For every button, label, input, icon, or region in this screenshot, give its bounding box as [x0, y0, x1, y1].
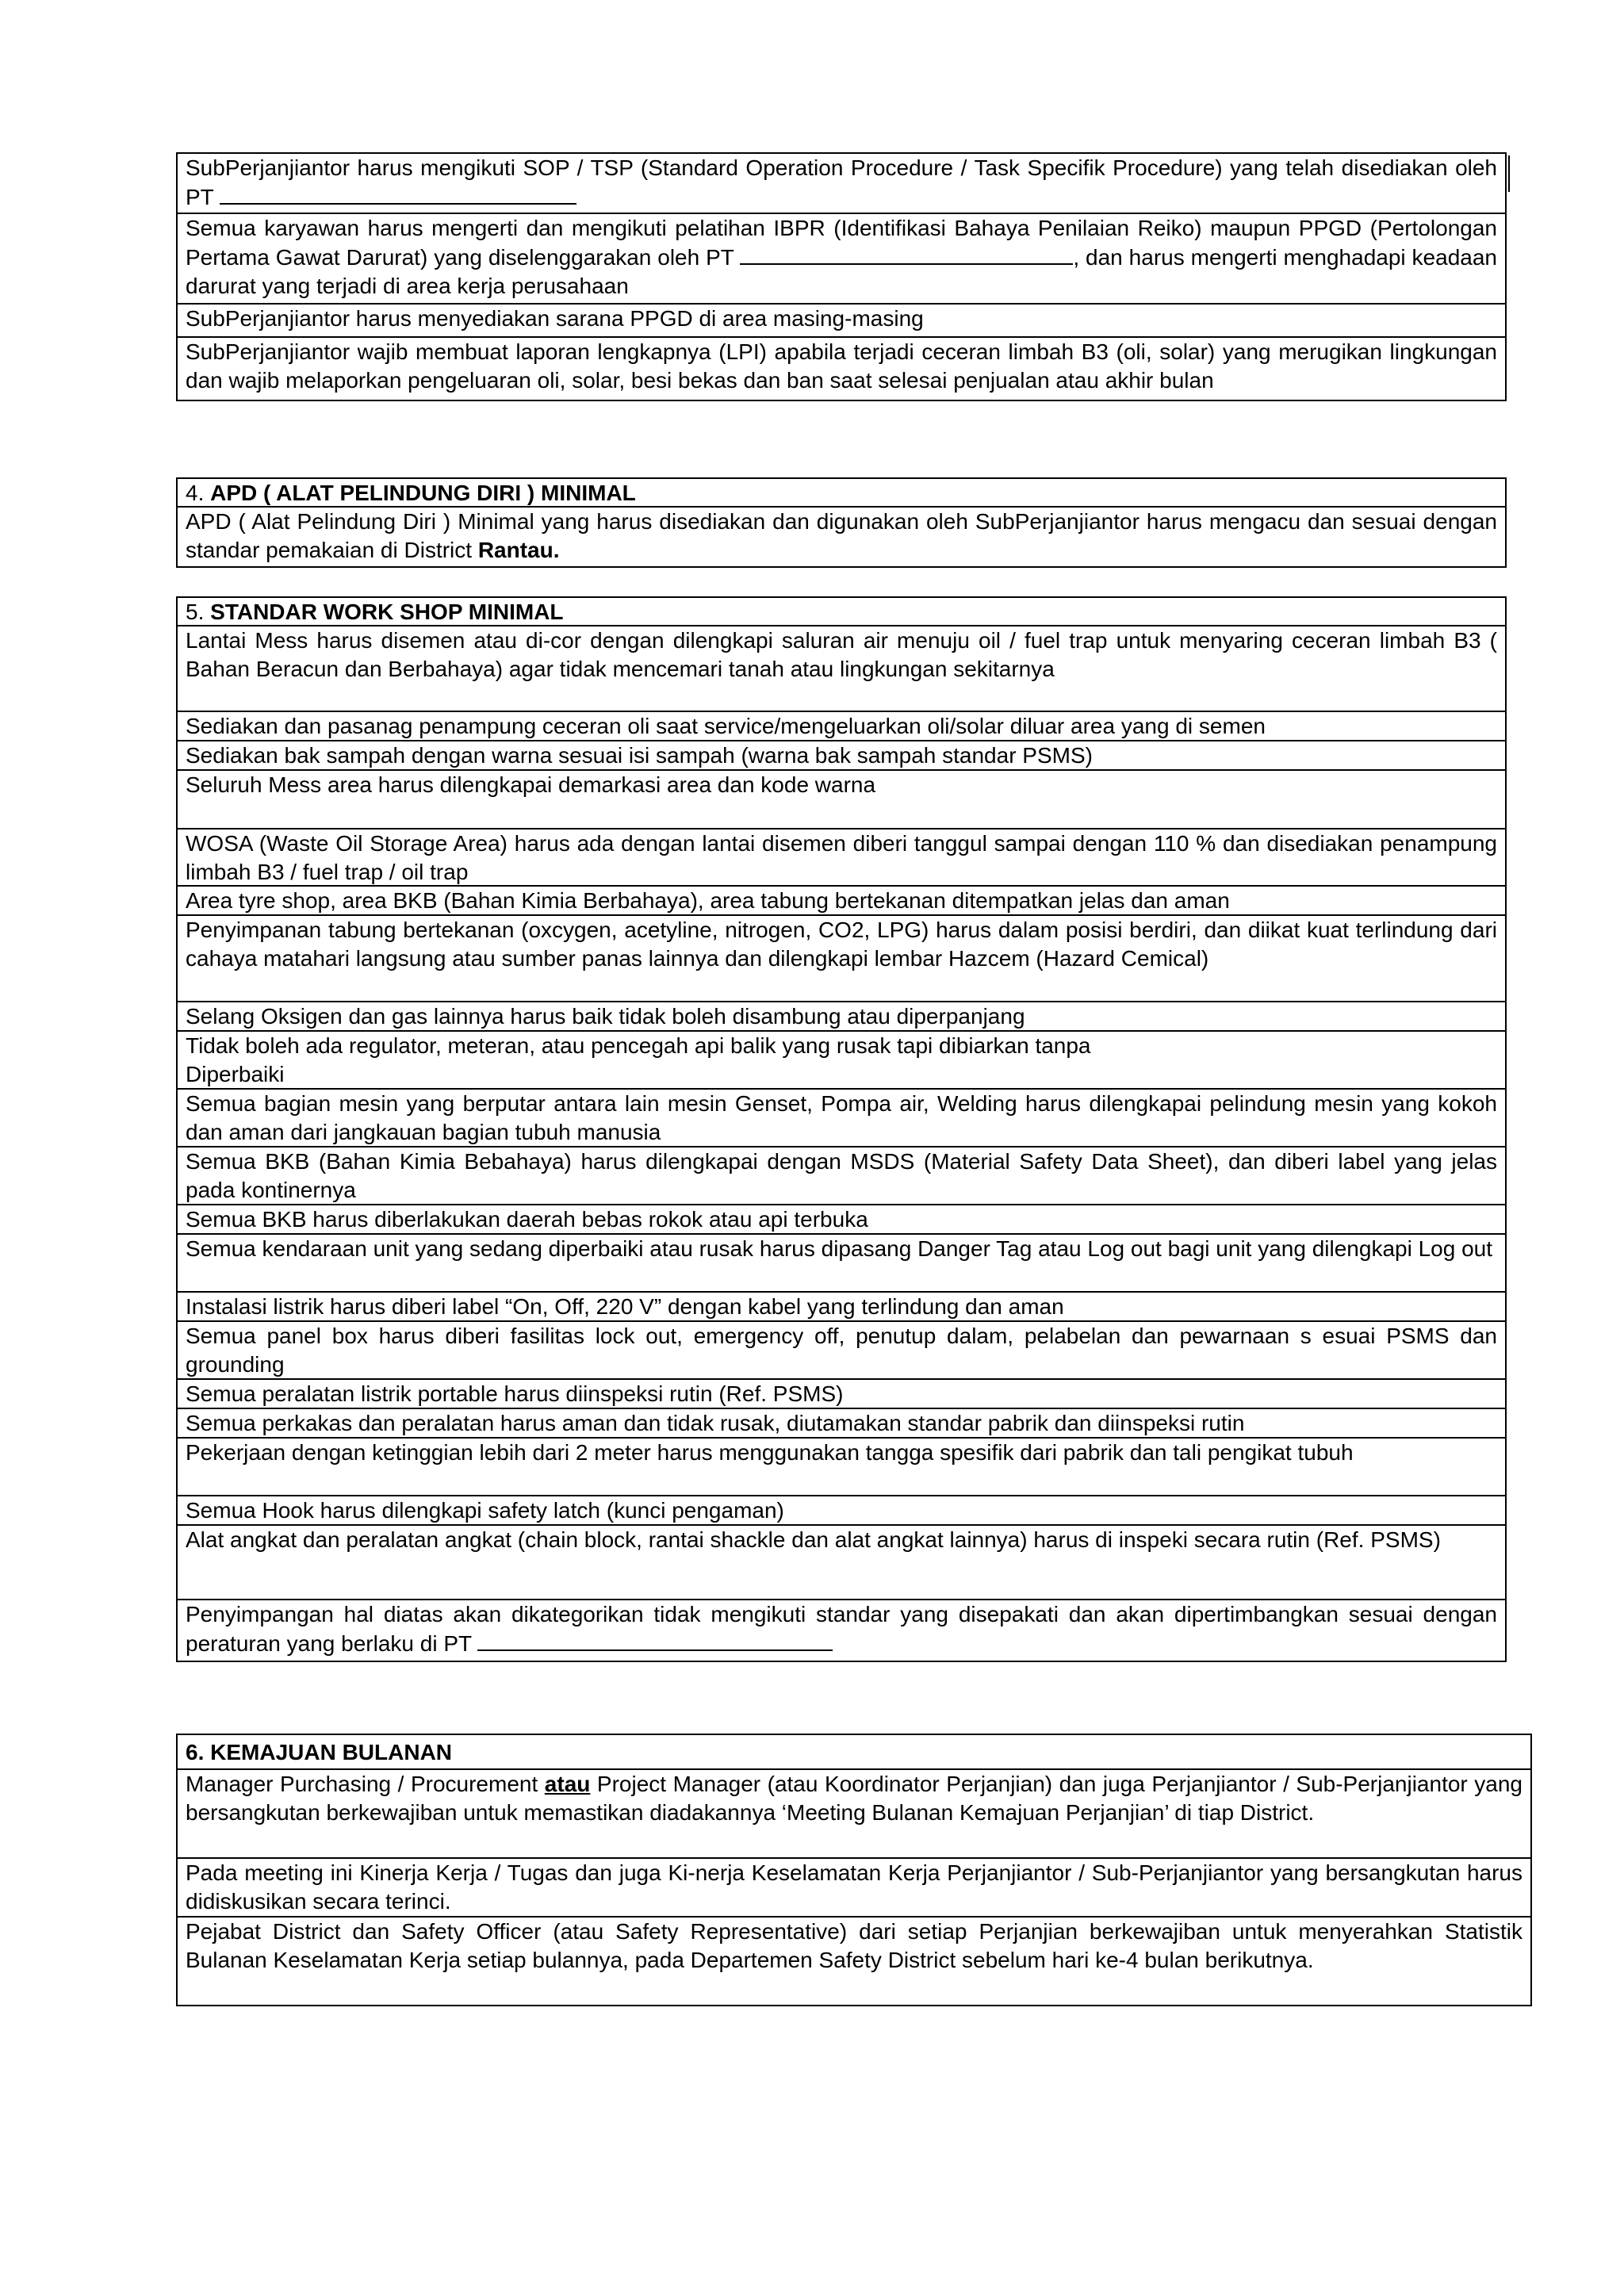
district-name: Rantau. [477, 538, 560, 562]
section5-row [178, 1322, 1505, 1380]
section5-row [178, 1002, 1505, 1032]
row-text: Area tyre shop, area BKB (Bahan Kimia Berbahaya), area tabung bertekanan ditempatkan jelas dan aman [186, 888, 1230, 913]
section5-row [178, 741, 1505, 771]
section6-row-statistics [178, 1918, 1530, 2005]
row-text: APD ( Alat Pelindung Diri ) Minimal yang harus disediakan dan digunakan oleh SubPerjanjiantor harus mengacu dan sesuai dengan standar pemakaian di District [186, 509, 1497, 562]
section3-row-sop [178, 152, 1505, 214]
row-text: Pada meeting ini Kinerja Kerja / Tugas dan juga Ki-nerja Keselamatan Kerja Perjanjiantor / Sub-Perjanjiantor yang bersangkutan harus didiskusikan secara terinci. [186, 1860, 1522, 1914]
row-text: SubPerjanjiantor wajib membuat laporan lengkapnya (LPI) apabila terjadi ceceran limbah B3 (oli, solar) yang merugikan lingkungan dan wajib melaporkan pengeluaran oli, solar, besi bekas dan ban saat selesai penjualan atau akhir bulan [186, 339, 1497, 393]
section5-row [178, 1293, 1505, 1322]
row-text: Semua Hook harus dilengkapi safety latch (kunci pengaman) [186, 1498, 784, 1523]
blank-company-line [740, 243, 1073, 265]
section5-row [178, 771, 1505, 829]
row-text: Seluruh Mess area harus dilengkapai demarkasi area dan kode warna [186, 772, 876, 797]
row-text: Pekerjaan dengan ketinggian lebih dari 2 meter harus menggunakan tangga spesifik dari pabrik dan tali pengikat tubuh [186, 1440, 1354, 1465]
row-text: Project Manager (atau Koordinator Perjanjian) dan juga Perjanjiantor / Sub-Perjanjiantor yang bersangkutan berkewajiban untuk memastikan diadakannya ‘Meeting Bulanan Kemajuan Perjanjian’ di tiap District. [186, 1772, 1522, 1825]
row-text: WOSA (Waste Oil Storage Area) harus ada dengan lantai disemen diberi tanggul sampai dengan 110 % dan disediakan penampung limbah B3 / fuel trap / oil trap [186, 831, 1497, 884]
row-text: Semua bagian mesin yang berputar antara lain mesin Genset, Pompa air, Welding harus dilengkapai pelindung mesin yang kokoh dan aman dari jangkauan bagian tubuh manusia [186, 1091, 1497, 1144]
row-text: Selang Oksigen dan gas lainnya harus baik tidak boleh disambung atau diperpanjang [186, 1004, 1025, 1029]
row-text: Pejabat District dan Safety Officer (atau Safety Representative) dari setiap Perjanjian berkewajiban untuk menyerahkan Statistik Bulanan Keselamatan Kerja setiap bulannya, pada Departemen Safety District sebelum hari ke-4 bulan berikutnya. [186, 1919, 1522, 1972]
section5-row [178, 1032, 1505, 1090]
section5-row [178, 887, 1505, 916]
row-text: Penyimpanan tabung bertekanan (oxcygen, acetyline, nitrogen, CO2, LPG) harus dalam posisi berdiri, dan diikat kuat terlindung dari cahaya matahari langsung atau sumber panas lainnya dan dilengkapi lembar Hazcem (Hazard Cemical) [186, 918, 1497, 971]
row-text: Sediakan bak sampah dengan warna sesuai isi sampah (warna bak sampah standar PSMS) [186, 743, 1093, 768]
section3-row-lpi [178, 338, 1505, 400]
section5-row [178, 1205, 1505, 1235]
row-text: Semua BKB harus diberlakukan daerah bebas rokok atau api terbuka [186, 1207, 868, 1232]
blank-company-line [220, 182, 576, 205]
row-text: Semua kendaraan unit yang sedang diperbaiki atau rusak harus dipasang Danger Tag atau Log out bagi unit yang dilengkapi Log out [186, 1236, 1493, 1261]
section5-row [178, 1235, 1505, 1293]
emphasis-atau: atau [544, 1772, 591, 1796]
row-text: Alat angkat dan peralatan angkat (chain block, rantai shackle dan alat angkat lainnya) harus di inspeki secara rutin (Ref. PSMS) [186, 1527, 1441, 1552]
section4-table [176, 477, 1507, 568]
section-title: APD ( ALAT PELINDUNG DIRI ) MINIMAL [210, 481, 636, 505]
section5-row [178, 829, 1505, 887]
section5-row [178, 916, 1505, 1002]
section6-table [176, 1734, 1532, 2006]
row-text: Tidak boleh ada regulator, meteran, atau pencegah api balik yang rusak tapi dibiarkan tanpa Diperbaiki [186, 1033, 1091, 1086]
row-text: Instalasi listrik harus diberi label “On, Off, 220 V” dengan kabel yang terlindung dan aman [186, 1294, 1064, 1319]
section5-row [178, 1090, 1505, 1148]
section5-row [178, 626, 1505, 712]
row-text: SubPerjanjiantor harus menyediakan sarana PPGD di area masing-masing [186, 306, 924, 331]
section5-row [178, 1496, 1505, 1526]
section5-row [178, 1439, 1505, 1496]
section6-row-discussion [178, 1859, 1530, 1918]
row-text: Semua karyawan harus mengerti dan mengikuti pelatihan IBPR (Identifikasi Bahaya Penilaian Reiko) maupun PPGD (Pertolongan Pertama Gawat Darurat) yang diselenggarakan oleh PT [186, 216, 1497, 270]
section6-header [178, 1735, 1530, 1770]
blank-company-line [477, 1629, 833, 1651]
section5-row [178, 1526, 1505, 1600]
section-title: 6. KEMAJUAN BULANAN [186, 1740, 453, 1764]
row-text: , dan harus mengerti menghadapi keadaan darurat yang terjadi di area kerja perusahaan [186, 245, 1497, 298]
row-text: Sediakan dan pasanag penampung ceceran oli saat service/mengeluarkan oli/solar diluar area yang di semen [186, 714, 1266, 738]
section4-body [178, 508, 1505, 566]
section3-row-ppgd [178, 305, 1505, 338]
row-text: Penyimpangan hal diatas akan dikategorikan tidak mengikuti standar yang disepakati dan akan dipertimbangkan sesuai dengan peraturan yang berlaku di PT [186, 1602, 1497, 1656]
section3-table [176, 152, 1507, 401]
section-number: 4. [186, 481, 211, 505]
section5-table [176, 596, 1507, 1662]
row-text: Lantai Mess harus disemen atau di-cor dengan dilengkapi saluran air menuju oil / fuel trap untuk menyaring ceceran limbah B3 ( Bahan Beracun dan Berbahaya) agar tidak mencemari tanah atau lingkungan sekitarnya [186, 628, 1497, 681]
section5-row [178, 712, 1505, 741]
section5-row [178, 1148, 1505, 1205]
section4-header [178, 479, 1505, 508]
section5-header [178, 598, 1505, 626]
section6-row-meeting [178, 1770, 1530, 1859]
row-text: Semua perkakas dan peralatan harus aman dan tidak rusak, diutamakan standar pabrik dan diinspeksi rutin [186, 1411, 1245, 1435]
section-number: 5. [186, 600, 211, 624]
section5-row [178, 1409, 1505, 1439]
row-text: SubPerjanjiantor harus mengikuti SOP / TSP (Standard Operation Procedure / Task Specifik Procedure) yang telah disediakan oleh PT [186, 155, 1497, 209]
row-text: Manager Purchasing / Procurement [186, 1772, 545, 1796]
section-title: STANDAR WORK SHOP MINIMAL [210, 600, 564, 624]
section5-row-closing [178, 1600, 1505, 1661]
row-text: Semua peralatan listrik portable harus diinspeksi rutin (Ref. PSMS) [186, 1381, 844, 1406]
row-text: Semua BKB (Bahan Kimia Bebahaya) harus dilengkapai dengan MSDS (Material Safety Data Sheet), dan diberi label yang jelas pada kontinernya [186, 1149, 1497, 1202]
row-text: Semua panel box harus diberi fasilitas lock out, emergency off, penutup dalam, pelabelan dan pewarnaan s esuai PSMS dan grounding [186, 1324, 1497, 1377]
section3-row-training [178, 214, 1505, 305]
section5-row [178, 1380, 1505, 1409]
